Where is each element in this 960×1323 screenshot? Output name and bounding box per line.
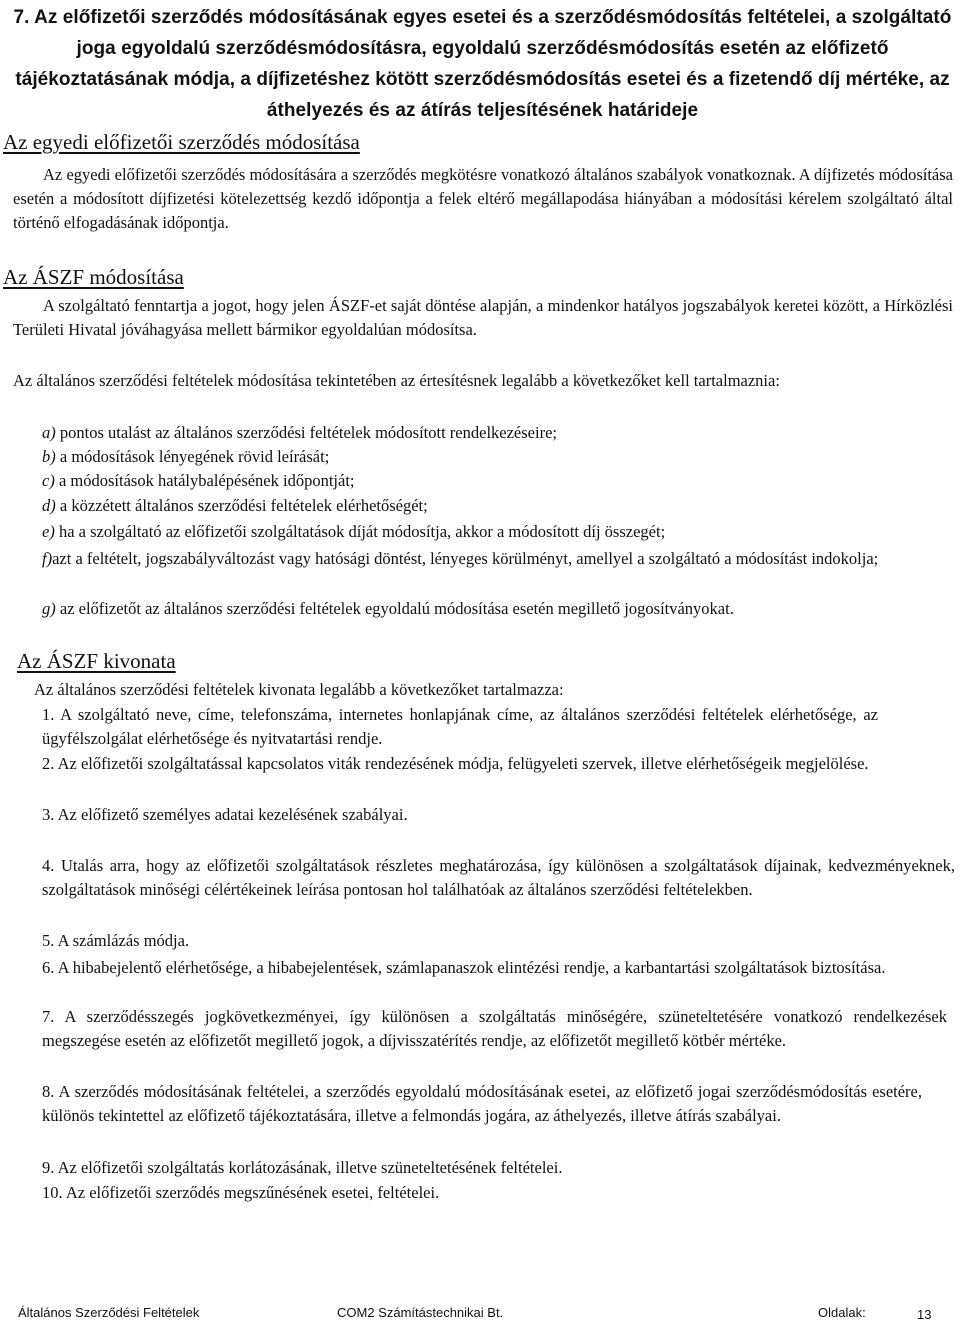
section-title-aszf-summary: Az ÁSZF kivonata [17, 649, 176, 673]
list-item: 6. A hibabejelentő elérhetősége, a hibabejelentések, számlapanaszok elintézési rendje, a karbantartási szolgáltatások biztosítása. [42, 958, 886, 977]
footer-company-name: COM2 Számítástechnikai Bt. [337, 1305, 504, 1320]
list-item: 7. A szerződésszegés jogkövetkezményei, így különösen a szolgáltatás minőségére, szüneteltetésére vonatkozó rendelkezések megszegése esetén az előfizetőt megillető jogok, a díjvisszatérítés rendje, az előfizetőt megillető kötbér mértéke. [42, 1007, 947, 1050]
list-item: 9. Az előfizetői szolgáltatás korlátozásának, illetve szüneteltetésének feltételei. [42, 1158, 563, 1177]
aszf-modification-paragraph-2: Az általános szerződési feltételek módosítása tekintetében az értesítésnek legalább a következőket kell tartalmaznia: [13, 371, 780, 390]
list-item: g) az előfizetőt az általános szerződési feltételek egyoldalú módosítása esetén megillető jogosítványokat. [42, 599, 734, 618]
aszf-modification-paragraph-1: A szolgáltató fenntartja a jogot, hogy jelen ÁSZF-et saját döntése alapján, a mindenkor hatályos jogszabályok keretei között, a Hírközlési Területi Hivatal jóváhagyása mellett bármikor egyoldalúan módosítsa. [13, 296, 953, 339]
list-item: 1. A szolgáltató neve, címe, telefonszáma, internetes honlapjának címe, az általános szerződési feltételek elérhetősége, az ügyfélszolgálat elérhetősége és nyitvatartási rendje. [42, 705, 878, 748]
footer-pages-label: Oldalak: [818, 1305, 866, 1320]
list-item: d) a közzétett általános szerződési feltételek elérhetőségét; [42, 496, 428, 515]
list-item: 10. Az előfizetői szerződés megszűnésének esetei, feltételei. [42, 1183, 440, 1202]
list-item: 8. A szerződés módosításának feltételei, a szerződés egyoldalú módosításának esetei, az előfizető jogai szerződésmódosítás esetére, különös tekintettel az előfizető tájékoztatására, illetve a felmondás jogára, az áthelyezés, illetve átírás szabályai. [42, 1082, 922, 1125]
list-item: e) ha a szolgáltató az előfizetői szolgáltatások díját módosítja, akkor a módosított díj összegét; [42, 522, 666, 541]
list-item: c) a módosítások hatálybalépésének időpontját; [42, 471, 355, 490]
list-item: 2. Az előfizetői szolgáltatással kapcsolatos viták rendezésének módja, felügyeleti szervek, illetve elérhetőségeik megjelölése. [42, 754, 869, 773]
list-item: 5. A számlázás módja. [42, 931, 190, 950]
aszf-summary-intro: Az általános szerződési feltételek kivonata legalább a következőket tartalmazza: [34, 680, 564, 699]
list-item: 3. Az előfizető személyes adatai kezelésének szabályai. [42, 805, 408, 824]
footer-page-number: 13 [917, 1307, 932, 1322]
list-item: f)azt a feltételt, jogszabályváltozást vagy hatósági döntést, lényeges körülményt, amellyel a szolgáltató a módosítást indokolja; [42, 549, 879, 568]
section-title-contract-modification: Az egyedi előfizetői szerződés módosítása [3, 130, 360, 154]
list-item: b) a módosítások lényegének rövid leírását; [42, 447, 330, 466]
section-title-aszf-modification: Az ÁSZF módosítása [3, 265, 184, 289]
footer-document-title: Általános Szerződési Feltételek [18, 1305, 200, 1320]
list-item: 4. Utalás arra, hogy az előfizetői szolgáltatások részletes meghatározása, így különösen a szolgáltatások díjainak, kedvezményeknek, szolgáltatások minőségi célértékeinek leírása pontosan hol találhatóak az általános szerződési feltételekben. [42, 856, 955, 899]
chapter-heading: 7. Az előfizetői szerződés módosításának egyes esetei és a szerződésmódosítás feltételei, a szolgáltató joga egyoldalú szerződésmódosításra, egyoldalú szerződésmódosítás esetén az előfizető tájékoztatásának módja, a díjfizetéshez kötött szerződésmódosítás esetei és a fizetendő díj mértéke, az áthelyezés és az átírás teljesítésének határideje [13, 7, 952, 121]
section-body-contract-modification: Az egyedi előfizetői szerződés módosítására a szerződés megkötésre vonatkozó általános szabályok vonatkoznak. A díjfizetés módosítása esetén a módosított díjfizetési kötelezettség kezdő időpontja a felek eltérő megállapodása hiányában a módosítási kérelem szolgáltató által történő elfogadásának időpontja. [13, 165, 953, 232]
list-item: a) pontos utalást az általános szerződési feltételek módosított rendelkezéseire; [42, 423, 557, 442]
